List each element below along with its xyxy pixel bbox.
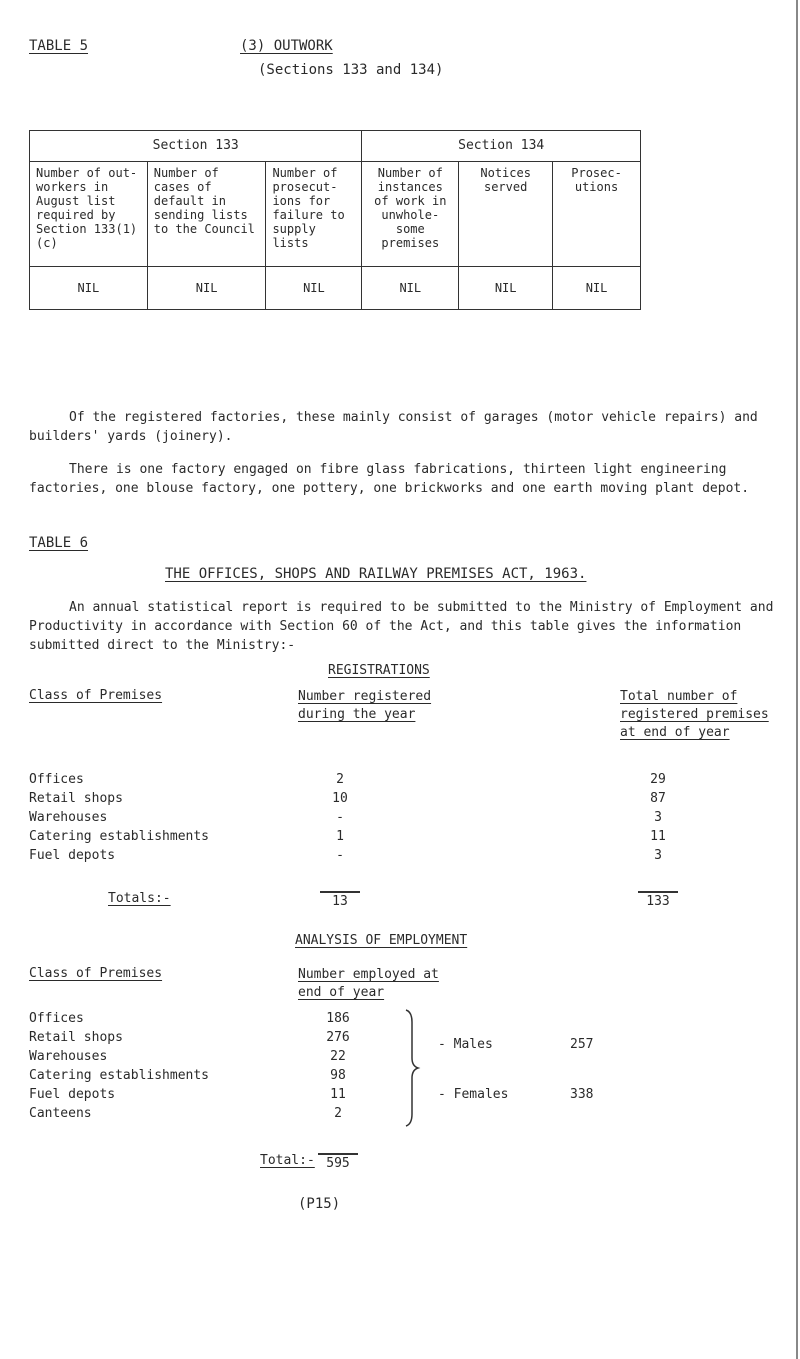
total-value: 29 <box>650 772 666 787</box>
bracket-decoration <box>402 1008 422 1128</box>
page-edge <box>796 0 798 1359</box>
employed-value: 22 <box>330 1049 346 1064</box>
page-reference: (P15) <box>298 1196 341 1212</box>
section-134-header: Section 134 <box>362 131 641 162</box>
employed-value: 11 <box>330 1087 346 1102</box>
outwork-table <box>29 130 641 310</box>
paragraph-factories: Of the registered factories, these mainly consist of garages (motor vehicle repairs) and builders' yards (joinery). <box>29 410 758 444</box>
col-prosecutions-lists: Number of prosecut-ions for failure to supply lists <box>266 162 362 267</box>
employed-value: 2 <box>334 1106 342 1121</box>
list-item: Fuel depots <box>29 848 116 863</box>
total-value: 3 <box>654 810 662 825</box>
list-item: Offices <box>29 772 84 787</box>
employed-value: 98 <box>330 1068 346 1083</box>
value-cell: NIL <box>147 267 266 310</box>
males-label: - Males <box>438 1037 493 1052</box>
list-item: Offices <box>29 1011 84 1026</box>
registered-value: - <box>336 810 344 825</box>
registered-value: 2 <box>336 772 344 787</box>
registered-value: - <box>336 848 344 863</box>
totals-total: 133 <box>638 891 678 909</box>
col-number-registered: Number registered during the year <box>298 689 432 722</box>
total-value: 11 <box>650 829 666 844</box>
list-item: Catering establishments <box>29 829 210 844</box>
col-unwholesome: Number of instances of work in unwhole-some premises <box>362 162 459 267</box>
list-item: Warehouses <box>29 1049 108 1064</box>
employment-total-label: Total:- <box>260 1153 315 1168</box>
col-notices: Notices served <box>459 162 553 267</box>
females-value: 338 <box>570 1087 594 1102</box>
list-item: Warehouses <box>29 810 108 825</box>
totals-registered: 13 <box>320 891 360 909</box>
value-cell: NIL <box>553 267 641 310</box>
totals-label: Totals:- <box>108 891 171 906</box>
paragraph-factory-types: There is one factory engaged on fibre glass fabrications, thirteen light engineering factories, one blouse factory, one pottery, one brickworks and one earth moving plant depot. <box>29 462 750 496</box>
col-total-registered: Total number of registered premises at end of year <box>620 689 769 740</box>
list-item: Canteens <box>29 1106 92 1121</box>
females-label: - Females <box>438 1087 509 1102</box>
col-outworkers: Number of out-workers in August list required by Section 133(1)(c) <box>30 162 148 267</box>
outwork-title: (3) OUTWORK <box>240 38 333 54</box>
list-item: Retail shops <box>29 791 123 806</box>
employment-total-value: 595 <box>318 1153 358 1171</box>
outwork-subtitle: (Sections 133 and 134) <box>258 62 444 78</box>
list-item: Retail shops <box>29 1030 123 1045</box>
total-value: 3 <box>654 848 662 863</box>
registrations-heading: REGISTRATIONS <box>328 663 430 678</box>
value-cell: NIL <box>459 267 553 310</box>
table-5-label: TABLE 5 <box>29 38 89 54</box>
employment-heading: ANALYSIS OF EMPLOYMENT <box>295 933 468 948</box>
value-cell: NIL <box>362 267 459 310</box>
registered-value: 1 <box>336 829 344 844</box>
value-cell: NIL <box>30 267 148 310</box>
table-6-label: TABLE 6 <box>29 535 89 551</box>
col-class-of-premises: Class of Premises <box>29 688 163 703</box>
males-value: 257 <box>570 1037 594 1052</box>
total-value: 87 <box>650 791 666 806</box>
registered-value: 10 <box>332 791 348 806</box>
col-number-employed: Number employed at end of year <box>298 967 439 1000</box>
col-prosecutions: Prosec-utions <box>553 162 641 267</box>
list-item: Fuel depots <box>29 1087 116 1102</box>
employed-value: 276 <box>326 1030 350 1045</box>
col-default-cases: Number of cases of default in sending lists to the Council <box>147 162 266 267</box>
list-item: Catering establishments <box>29 1068 210 1083</box>
col-employment-class: Class of Premises <box>29 966 163 981</box>
employed-value: 186 <box>326 1011 350 1026</box>
value-cell: NIL <box>266 267 362 310</box>
section-133-header: Section 133 <box>30 131 362 162</box>
table-6-title: THE OFFICES, SHOPS AND RAILWAY PREMISES ACT, 1963. <box>165 566 587 582</box>
table-6-intro: An annual statistical report is required to be submitted to the Ministry of Employment and Productivity in accordance with Section 60 of the Act, and this table gives the information submitted direct to the Ministry:- <box>29 600 774 653</box>
